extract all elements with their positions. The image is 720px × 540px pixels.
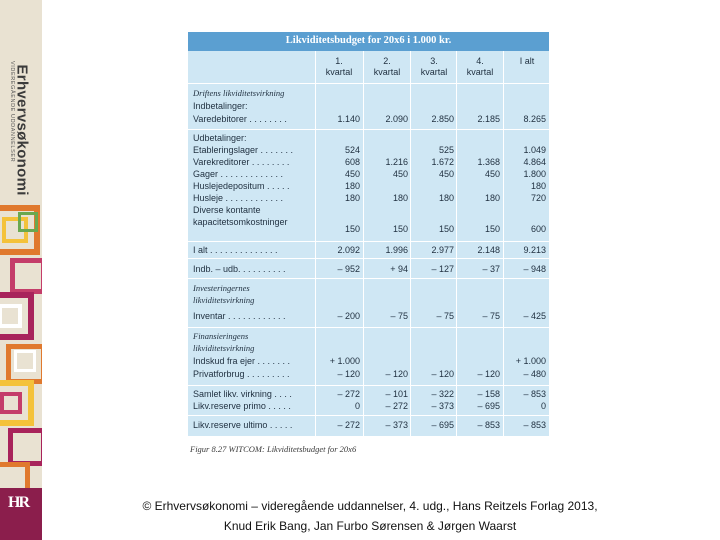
column-header: 4. kvartal (466, 56, 494, 77)
cell: – 272 (385, 401, 408, 411)
section-heading: Driftens likviditetsvirkning (193, 88, 285, 98)
row-label: Varedebitorer . . . . . . . . (193, 114, 287, 124)
cell: – 425 (523, 311, 546, 321)
sidebar (0, 0, 42, 540)
cell: 2.850 (431, 114, 454, 124)
cell: – 695 (477, 401, 500, 411)
grid-line (188, 83, 549, 84)
publisher-logo: HR (8, 494, 28, 511)
cell: – 158 (477, 389, 500, 399)
grid-line (188, 385, 549, 386)
liquidity-budget-table (188, 32, 549, 436)
cell: 2.090 (385, 114, 408, 124)
cell: 8.265 (523, 114, 546, 124)
column-header: I alt (519, 56, 535, 66)
row-label: Inventar . . . . . . . . . . . . (193, 311, 286, 321)
cell: 1.140 (337, 114, 360, 124)
row-label: Samlet likv. virkning . . . . (193, 389, 292, 399)
grid-line (188, 415, 549, 416)
footer-line: © Erhvervsøkonomi – videregående uddannelser, 4. udg., Hans Reitzels Forlag 2013, (142, 499, 598, 513)
cell: 2.185 (477, 114, 500, 124)
cell: 450 (438, 169, 454, 179)
cell: + 1.000 (329, 356, 360, 366)
cell: – 272 (337, 389, 360, 399)
row-label: Diverse kontante (193, 205, 261, 215)
cell: – 853 (523, 420, 546, 430)
column-header: 3. kvartal (420, 56, 448, 77)
cell: – 373 (431, 401, 454, 411)
cell: 2.092 (337, 245, 360, 255)
cell: 150 (344, 224, 360, 234)
grid-line (188, 327, 549, 328)
cell: 180 (530, 181, 546, 191)
cell: + 1.000 (515, 356, 546, 366)
cell: – 120 (431, 369, 454, 379)
grid-line (188, 278, 549, 279)
column-header: 1. kvartal (325, 56, 353, 77)
brand-title: Erhvervsøkonomi (13, 64, 31, 196)
table-title: Likviditetsbudget for 20x6 i 1.000 kr. (285, 35, 452, 46)
cell: 180 (344, 181, 360, 191)
cell: – 373 (385, 420, 408, 430)
row-label: Privatforbrug . . . . . . . . . (193, 369, 290, 379)
cell: – 75 (436, 311, 454, 321)
row-label: Likv.reserve primo . . . . . (193, 401, 291, 411)
cell: – 75 (390, 311, 408, 321)
cell: – 272 (337, 420, 360, 430)
cell: 2.977 (431, 245, 454, 255)
cell: – 695 (431, 420, 454, 430)
cell: – 200 (337, 311, 360, 321)
cell: 600 (530, 224, 546, 234)
cell: 1.368 (477, 157, 500, 167)
cell: 180 (392, 193, 408, 203)
cell: – 101 (385, 389, 408, 399)
cell: 9.213 (523, 245, 546, 255)
section-heading: Investeringernes (193, 283, 250, 293)
cell: 450 (392, 169, 408, 179)
row-label: Etableringslager . . . . . . . (193, 145, 294, 155)
row-label: Husleje . . . . . . . . . . . . (193, 193, 284, 203)
grid-line (188, 241, 549, 242)
cell: 1.049 (523, 145, 546, 155)
cell: – 120 (477, 369, 500, 379)
cell: 1.672 (431, 157, 454, 167)
row-label: Indskud fra ejer . . . . . . . (193, 356, 291, 366)
grid-line (363, 51, 364, 436)
cell: 1.216 (385, 157, 408, 167)
cell: 180 (344, 193, 360, 203)
section-heading: likviditetsvirkning (193, 295, 255, 305)
grid-line (410, 51, 411, 436)
cell: 180 (484, 193, 500, 203)
figure-caption: Figur 8.27 WITCOM: Likviditetsbudget for 20x6 (190, 444, 357, 454)
footer-line: Knud Erik Bang, Jan Furbo Sørensen & Jørgen Waarst (223, 519, 517, 533)
cell: – 322 (431, 389, 454, 399)
row-label: Indbetalinger: (193, 101, 248, 111)
section-heading: Finansieringens (193, 331, 249, 341)
cell: – 37 (482, 264, 500, 274)
cell: 450 (484, 169, 500, 179)
cell: 150 (438, 224, 454, 234)
grid-line (188, 258, 549, 259)
row-label: kapacitetsomkostninger (193, 217, 288, 227)
copyright-footer (120, 496, 620, 536)
row-label: Gager . . . . . . . . . . . . . (193, 169, 284, 179)
cell: 524 (344, 145, 360, 155)
cell: – 127 (431, 264, 454, 274)
cell: – 853 (523, 389, 546, 399)
row-label: Huslejedepositum . . . . . (193, 181, 290, 191)
row-label: Likv.reserve ultimo . . . . . (193, 420, 293, 430)
cell: + 94 (390, 264, 408, 274)
row-label: Udbetalinger: (193, 133, 247, 143)
grid-line (315, 51, 316, 436)
brand (2, 50, 42, 200)
cell: – 75 (482, 311, 500, 321)
cell: 2.148 (477, 245, 500, 255)
cell: 608 (344, 157, 360, 167)
table-title-bar (188, 32, 549, 51)
grid-line (456, 51, 457, 436)
cell: 0 (354, 401, 360, 411)
cell: 1.800 (523, 169, 546, 179)
cell: 180 (438, 193, 454, 203)
cell: 4.864 (523, 157, 546, 167)
brand-subtitle: VIDEREGÅENDE UDDANNELSER (9, 61, 15, 163)
row-label: Varekreditorer . . . . . . . . (193, 157, 290, 167)
cell: 525 (438, 145, 454, 155)
cell: – 952 (337, 264, 360, 274)
cell: – 853 (477, 420, 500, 430)
cell: 0 (540, 401, 546, 411)
cell: 720 (530, 193, 546, 203)
cell: – 948 (523, 264, 546, 274)
grid-line (188, 129, 549, 130)
section-heading: likviditetsvirkning (193, 343, 255, 353)
cell: 150 (392, 224, 408, 234)
column-header: 2. kvartal (373, 56, 401, 77)
row-label: Indb. – udb. . . . . . . . . . (193, 264, 286, 274)
cell: – 120 (337, 369, 360, 379)
cell: – 480 (523, 369, 546, 379)
cell: 150 (484, 224, 500, 234)
cell: – 120 (385, 369, 408, 379)
cell: 1.996 (385, 245, 408, 255)
row-label: I alt . . . . . . . . . . . . . . (193, 245, 278, 255)
cell: 450 (344, 169, 360, 179)
